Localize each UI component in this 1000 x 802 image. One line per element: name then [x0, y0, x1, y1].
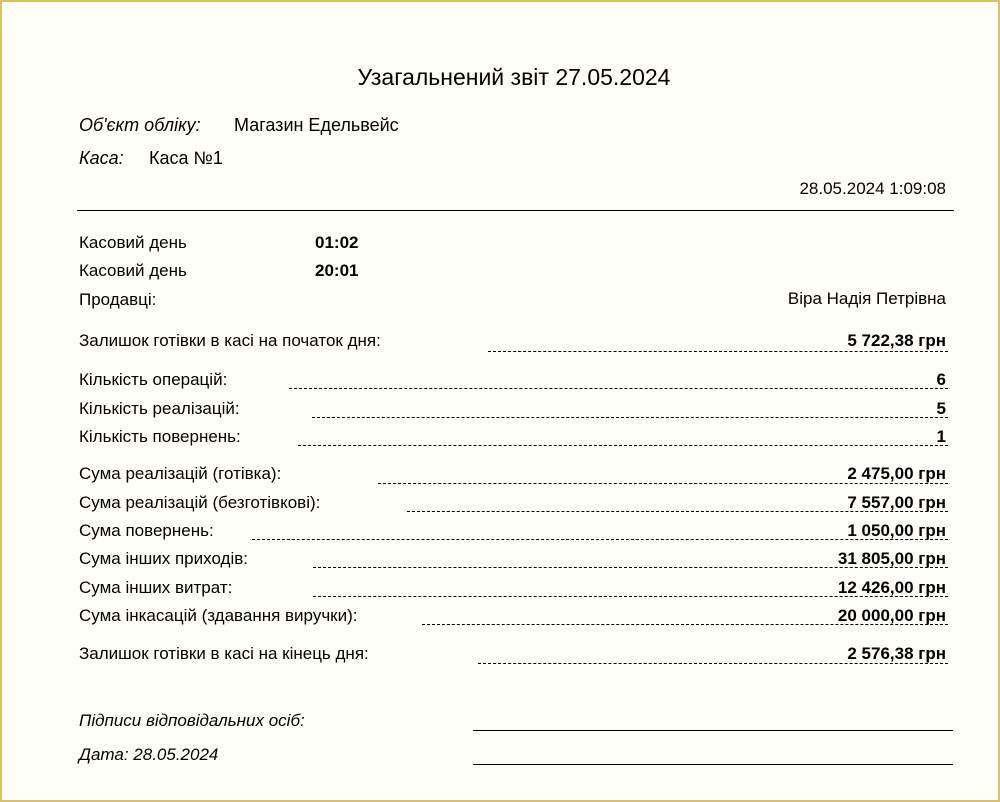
signature-line	[473, 730, 953, 731]
row-label: Сума інкасацій (здавання виручки):	[79, 606, 358, 625]
row-value: 12 426,00 грн	[837, 578, 946, 597]
row-label: Залишок готівки в касі на початок дня:	[79, 331, 381, 350]
row-label: Кількість реалізацій:	[79, 399, 240, 418]
row-value: 7 557,00 грн	[847, 493, 946, 512]
row-value: 1 050,00 грн	[847, 521, 946, 540]
cash-register-label: Каса:	[79, 148, 124, 168]
sellers-label: Продавці:	[79, 290, 157, 309]
row-value: 6	[936, 370, 946, 389]
dotted-leader	[289, 388, 948, 389]
cash-day-value-1: 01:02	[315, 233, 359, 252]
row-label: Сума реалізацій (готівка):	[79, 464, 282, 483]
row-value: 1	[936, 427, 946, 446]
row-label: Кількість повернень:	[79, 427, 241, 446]
row-label: Залишок готівки в касі на кінець дня:	[79, 644, 369, 663]
row-value: 20 000,00 грн	[837, 606, 946, 625]
signatures-label: Підписи відповідальних осіб:	[79, 711, 305, 730]
report-timestamp: 28.05.2024 1:09:08	[799, 179, 946, 198]
row-value: 31 805,00 грн	[837, 549, 946, 568]
row-value: 2 576,38 грн	[847, 644, 946, 663]
row-label: Сума повернень:	[79, 521, 214, 540]
report-title: Узагальнений звіт 27.05.2024	[357, 64, 671, 90]
dotted-leader	[488, 351, 948, 352]
row-value: 2 475,00 грн	[847, 464, 946, 483]
cash-day-label-1: Касовий день	[79, 233, 187, 252]
date-line	[473, 764, 953, 765]
object-value: Магазин Едельвейс	[234, 115, 399, 135]
row-label: Сума реалізацій (безготівкові):	[79, 493, 321, 512]
object-label: Об'єкт обліку:	[79, 115, 201, 135]
row-value: 5 722,38 грн	[847, 331, 946, 350]
row-label: Сума інших приходів:	[79, 549, 248, 568]
cash-register-value: Каса №1	[149, 148, 223, 168]
sellers-value: Віра Надія Петрівна	[787, 289, 946, 308]
signature-date-label: Дата: 28.05.2024	[79, 745, 219, 764]
row-value: 5	[936, 399, 946, 418]
cash-day-value-2: 20:01	[315, 261, 359, 280]
dotted-leader	[298, 445, 948, 446]
dotted-leader	[252, 539, 948, 540]
dotted-leader	[312, 417, 948, 418]
row-label: Сума інших витрат:	[79, 578, 233, 597]
header-divider	[77, 210, 954, 211]
cash-day-label-2: Касовий день	[79, 261, 187, 280]
row-label: Кількість операцій:	[79, 370, 228, 389]
